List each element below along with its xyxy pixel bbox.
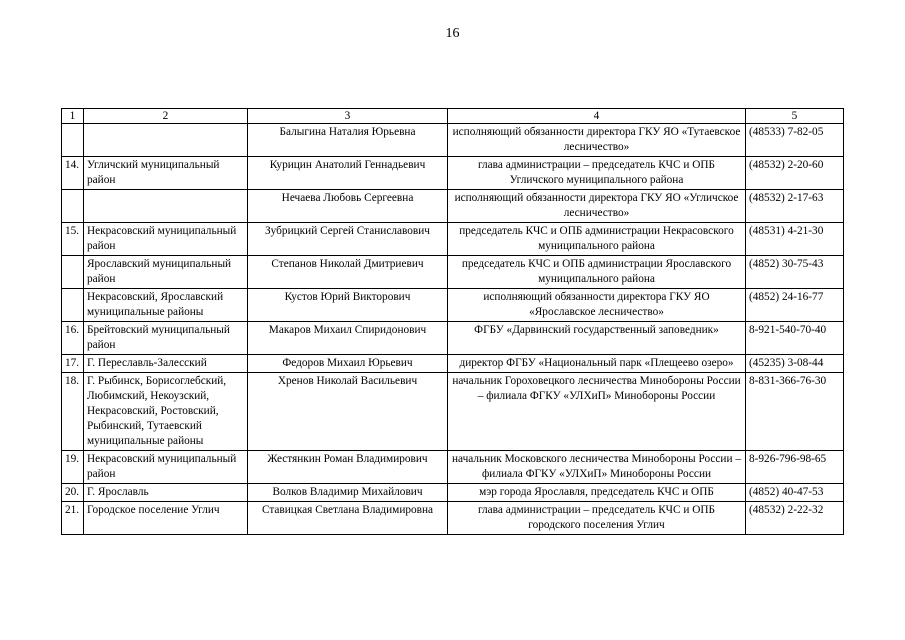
phone-cell: (4852) 40-47-53 (746, 484, 844, 502)
table-row (62, 484, 844, 502)
header-cell: 1 (62, 109, 84, 124)
name-cell: Курицин Анатолий Геннадьевич (248, 157, 448, 190)
row-number: 16. (62, 322, 84, 355)
phone-cell: (48532) 2-20-60 (746, 157, 844, 190)
area-cell: Некрасовский, Ярославский муниципальные районы (84, 289, 248, 322)
area-cell: Г. Ярославль (84, 484, 248, 502)
row-number: 21. (62, 502, 84, 535)
table-row (62, 256, 844, 289)
row-number (62, 289, 84, 322)
position-cell: глава администрации – председатель КЧС и ОПБ городского поселения Углич (448, 502, 746, 535)
area-cell: Брейтовский муниципальный район (84, 322, 248, 355)
page-number: 16 (445, 26, 460, 41)
row-number: 18. (62, 373, 84, 451)
position-cell: директор ФГБУ «Национальный парк «Плещеево озеро» (448, 355, 746, 373)
position-cell: председатель КЧС и ОПБ администрации Некрасовского муниципального района (448, 223, 746, 256)
row-number (62, 190, 84, 223)
position-cell: начальник Московского лесничества Минобороны России – филиала ФГКУ «УЛХиП» Минобороны России (448, 451, 746, 484)
area-cell: Г. Переславль-Залесский (84, 355, 248, 373)
row-number: 17. (62, 355, 84, 373)
phone-cell: (45235) 3-08-44 (746, 355, 844, 373)
table-row (62, 190, 844, 223)
name-cell: Кустов Юрий Викторович (248, 289, 448, 322)
phone-cell: 8-926-796-98-65 (746, 451, 844, 484)
phone-cell: 8-921-540-70-40 (746, 322, 844, 355)
row-number: 20. (62, 484, 84, 502)
position-cell: глава администрации – председатель КЧС и ОПБ Угличского муниципального района (448, 157, 746, 190)
phone-cell: (4852) 24-16-77 (746, 289, 844, 322)
phone-cell: (4852) 30-75-43 (746, 256, 844, 289)
table-row (62, 322, 844, 355)
area-cell: Некрасовский муниципальный район (84, 451, 248, 484)
position-cell: исполняющий обязанности директора ГКУ ЯО «Ярославское лесничество» (448, 289, 746, 322)
phone-cell: (48533) 7-82-05 (746, 124, 844, 157)
area-cell (84, 124, 248, 157)
row-number (62, 256, 84, 289)
row-number: 15. (62, 223, 84, 256)
area-cell: Некрасовский муниципальный район (84, 223, 248, 256)
name-cell: Хренов Николай Васильевич (248, 373, 448, 451)
position-cell: ФГБУ «Дарвинский государственный заповедник» (448, 322, 746, 355)
area-cell (84, 190, 248, 223)
phone-cell: 8-831-366-76-30 (746, 373, 844, 451)
area-cell: Угличский муниципальный район (84, 157, 248, 190)
row-number (62, 124, 84, 157)
phone-cell: (48531) 4-21-30 (746, 223, 844, 256)
name-cell: Нечаева Любовь Сергеевна (248, 190, 448, 223)
position-cell: начальник Гороховецкого лесничества Минобороны России – филиала ФГКУ «УЛХиП» Минобороны России (448, 373, 746, 451)
name-cell: Жестянкин Роман Владимирович (248, 451, 448, 484)
table-row (62, 502, 844, 535)
table-row (62, 124, 844, 157)
phone-cell: (48532) 2-17-63 (746, 190, 844, 223)
position-cell: председатель КЧС и ОПБ администрации Ярославского муниципального района (448, 256, 746, 289)
position-cell: исполняющий обязанности директора ГКУ ЯО «Тутаевское лесничество» (448, 124, 746, 157)
name-cell: Балыгина Наталия Юрьевна (248, 124, 448, 157)
position-cell: мэр города Ярославля, председатель КЧС и ОПБ (448, 484, 746, 502)
area-cell: Городское поселение Углич (84, 502, 248, 535)
name-cell: Макаров Михаил Спиридонович (248, 322, 448, 355)
table-row (62, 157, 844, 190)
table-row (62, 451, 844, 484)
table-row (62, 223, 844, 256)
name-cell: Ставицкая Светлана Владимировна (248, 502, 448, 535)
contacts-table (61, 108, 844, 535)
header-cell: 4 (448, 109, 746, 124)
table-row (62, 355, 844, 373)
table-row (62, 373, 844, 451)
row-number: 19. (62, 451, 84, 484)
name-cell: Федоров Михаил Юрьевич (248, 355, 448, 373)
table-header-row (62, 109, 844, 124)
table-row (62, 289, 844, 322)
row-number: 14. (62, 157, 84, 190)
position-cell: исполняющий обязанности директора ГКУ ЯО «Угличское лесничество» (448, 190, 746, 223)
header-cell: 5 (746, 109, 844, 124)
header-cell: 2 (84, 109, 248, 124)
name-cell: Степанов Николай Дмитриевич (248, 256, 448, 289)
phone-cell: (48532) 2-22-32 (746, 502, 844, 535)
name-cell: Зубрицкий Сергей Станиславович (248, 223, 448, 256)
name-cell: Волков Владимир Михайлович (248, 484, 448, 502)
area-cell: Г. Рыбинск, Борисоглебский, Любимский, Некоузский, Некрасовский, Ростовский, Рыбинский, Тутаевский муниципальные районы (84, 373, 248, 451)
area-cell: Ярославский муниципальный район (84, 256, 248, 289)
header-cell: 3 (248, 109, 448, 124)
